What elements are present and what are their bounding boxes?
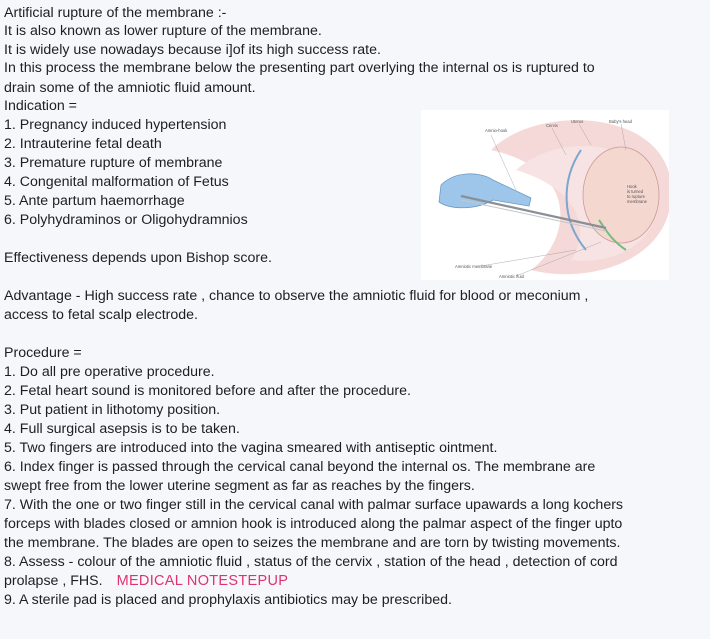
label-hook-note: to rupture (627, 194, 645, 199)
indication-item: 4. Congenital malformation of Fetus (4, 174, 229, 190)
label-amniotic-membrane: Amniotic membrane (455, 264, 493, 269)
indication-heading: Indication = (4, 98, 77, 114)
procedure-step: 8. Assess - colour of the amniotic fluid , status of the cervix , station of the head , detection of cord (4, 554, 618, 570)
label-cervix: Cervix (546, 123, 558, 128)
intro-line: drain some of the amniotic fluid amount. (4, 80, 256, 96)
amniotomy-illustration (421, 110, 669, 280)
procedure-step-with-watermark (4, 572, 288, 590)
indication-item: 2. Intrauterine fetal death (4, 136, 162, 152)
procedure-step: 9. A sterile pad is placed and prophylaxis antibiotics may be prescribed. (4, 592, 452, 608)
document-title: Artificial rupture of the membrane :- (4, 5, 227, 21)
intro-line: It is also known as lower rupture of the membrane. (4, 23, 322, 39)
procedure-step: the membrane. The blades are open to seizes the membrane and are torn by twisting movements. (4, 535, 621, 551)
label-amnio-hook: Amnio-hook (485, 128, 508, 133)
procedure-step: 5. Two fingers are introduced into the vagina smeared with antiseptic ointment. (4, 440, 498, 456)
procedure-step: forceps with blades closed or amnion hook is introduced along the palmar aspect of the finger upto (4, 516, 623, 532)
procedure-step: 2. Fetal heart sound is monitored before and after the procedure. (4, 383, 411, 399)
effectiveness-text: Effectiveness depends upon Bishop score. (4, 250, 272, 266)
label-uterus: Uterus (571, 119, 584, 124)
advantage-line: Advantage - High success rate , chance to observe the amniotic fluid for blood or meconium , (4, 288, 589, 304)
indication-item: 5. Ante partum haemorrhage (4, 193, 185, 209)
indication-item: 1. Pregnancy induced hypertension (4, 117, 227, 133)
watermark-text: MEDICAL NOTESTEPUP (116, 573, 289, 589)
label-hook-note: is turned (627, 189, 644, 194)
procedure-step: swept free from the lower uterine segment as far as reaches by the fingers. (4, 478, 475, 494)
procedure-heading: Procedure = (4, 345, 82, 361)
label-babys-head: Baby's head (609, 119, 632, 124)
amniotomy-diagram (421, 110, 669, 280)
label-amniotic-fluid: Amniotic fluid (499, 274, 524, 279)
procedure-step: 3. Put patient in lithotomy position. (4, 402, 221, 418)
procedure-step: 1. Do all pre operative procedure. (4, 364, 215, 380)
indication-item: 3. Premature rupture of membrane (4, 155, 223, 171)
intro-line: It is widely use nowadays because i]of its high success rate. (4, 42, 381, 58)
label-hook-note: Hook (627, 184, 637, 189)
procedure-step: 6. Index finger is passed through the cervical canal beyond the internal os. The membrane are (4, 459, 596, 475)
procedure-step: prolapse , FHS. (4, 573, 103, 589)
procedure-step: 4. Full surgical asepsis is to be taken. (4, 421, 240, 437)
label-hook-note: membrane (627, 199, 648, 204)
procedure-step: 7. With the one or two finger still in the cervical canal with palmar surface upawards a long kochers (4, 497, 624, 513)
advantage-line: access to fetal scalp electrode. (4, 307, 198, 323)
indication-item: 6. Polyhydraminos or Oligohydramnios (4, 212, 248, 228)
intro-line: In this process the membrane below the presenting part overlying the internal os is ruptured to (4, 60, 595, 76)
